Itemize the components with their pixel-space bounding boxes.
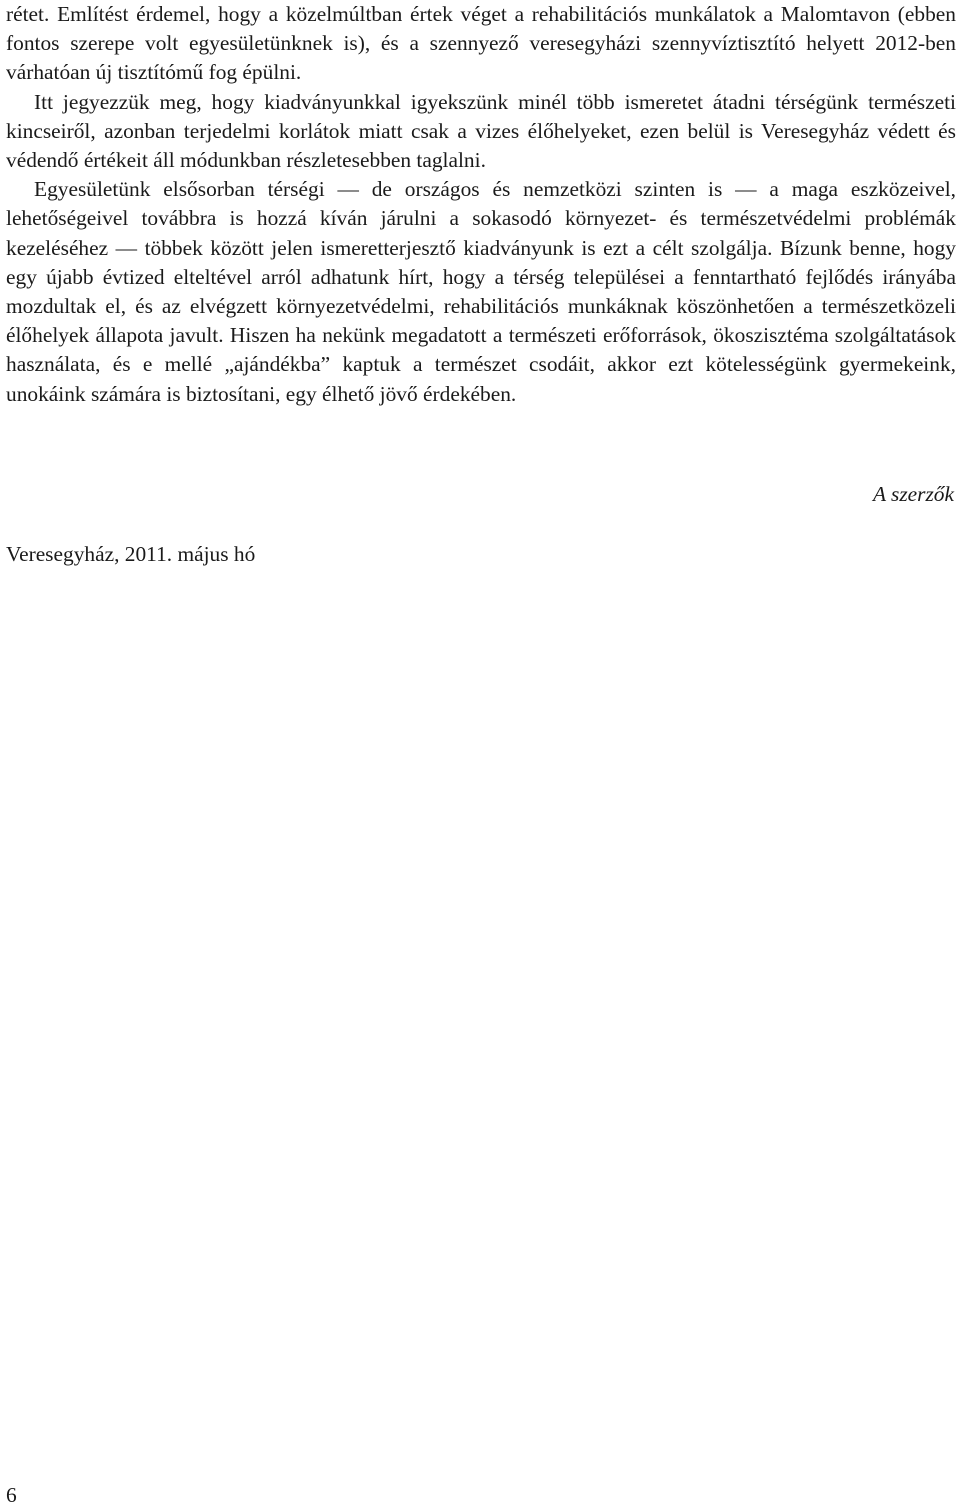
place-and-date: Veresegyház, 2011. május hó — [6, 542, 256, 566]
document-page — [6, 0, 956, 409]
author-signature: A szerzők — [872, 482, 954, 506]
page-number: 6 — [6, 1483, 17, 1507]
paragraph-1: rétet. Említést érdemel, hogy a közelmúltban értek véget a rehabilitációs munkálatok a Malomtavon (ebben fontos szerepe volt egyesületünknek is), és a szennyező veresegyházi szennyvíztisztító helyett 2012-ben várhatóan új tisztítómű fog épülni. — [6, 2, 956, 85]
paragraph-3: Egyesületünk elsősorban térségi — de országos és nemzetközi szinten is — a maga eszközeivel, lehetőségeivel továbbra is hozzá kíván járulni a sokasodó környezet- és természetvédelmi problémák kezeléséhez — többek között jelen ismeretterjesztő kiadványunk is ezt a célt szolgálja. Bízunk benne, hogy egy újabb évtized elteltével arról adhatunk hírt, hogy a térség települései a fenntartható fejlődés irányába mozdultak el, és az elvégzett környezetvédelmi, rehabilitációs munkáknak köszönhetően a természetközeli élőhelyek állapota javult. Hiszen ha nekünk megadatott a természeti erőforrások, ökoszisztéma szolgáltatások használata, és e mellé „ajándékba” kaptuk a természet csodáit, akkor ezt kötelességünk gyermekeink, unokáink számára is biztosítani, egy élhető jövő érdekében. — [6, 177, 956, 406]
paragraph-2: Itt jegyezzük meg, hogy kiadványunkkal igyekszünk minél több ismeretet átadni térségünk természeti kincseiről, azonban terjedelmi korlátok miatt csak a vizes élőhelyeket, ezen belül is Veresegyház védett és védendő értékeit áll módunkban részletesebben taglalni. — [6, 89, 956, 173]
